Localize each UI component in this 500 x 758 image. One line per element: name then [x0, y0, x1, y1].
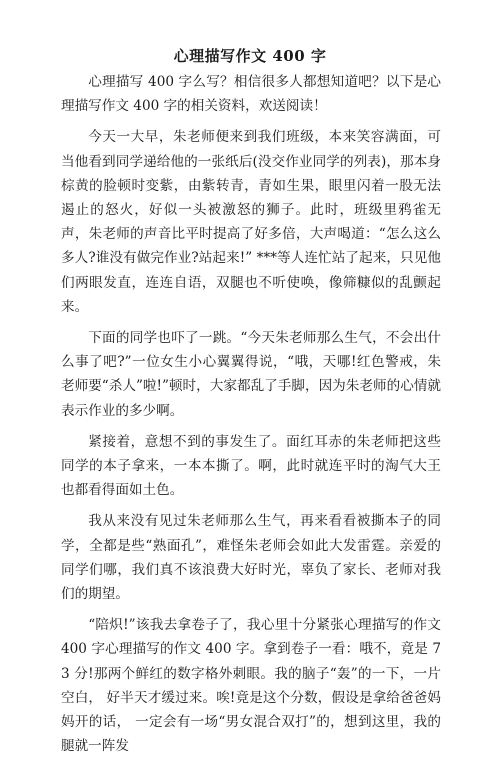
paragraph-spacer [61, 606, 441, 613]
paragraph-intro: 心理描写 400 字么写？相信很多人都想知道吧？以下是心理描写作文 400 字的相关资料，欢送阅读！ [61, 74, 441, 115]
paragraph-spacer [61, 118, 441, 125]
paragraph-2: 下面的同学也吓了一跳。“今天朱老师那么生气，不会出什么事了吧?”一位女生小心翼翼得说，“哦，天哪!红色警戒，朱老师要“杀人”啦!”顿时，大家都乱了手脚，因为朱老师的心情就表示作业的多少啊。 [61, 330, 441, 419]
paragraph-1: 今天一大早，朱老师便来到我们班级，本来笑容满面，可当他看到同学递给他的一张纸后(没交作业同学的列表)，那本身棕黄的脸顿时变紫，由紫转青，青如生果，眼里闪着一股无法遏止的怒火，好似一头被激怒的狮子。此时，班级里鸦雀无声，朱老师的声音比平时提高了好多倍，大声喝道：“怎么这么多人?谁没有做完作业?站起来!” ***等人连忙站了起来，只见他们两眼发直，连连自语，双腿也不听使唤，像筛糠似的乱颤起来。 [61, 129, 441, 315]
paragraph-spacer [61, 502, 441, 509]
paragraph-3: 紧接着，意想不到的事发生了。面红耳赤的朱老师把这些同学的本子拿来，一本本撕了。啊，此时就连平时的淘气大王也都看得面如土色。 [61, 433, 441, 499]
paragraph-spacer [61, 423, 441, 430]
document-title: 心理描写作文 400 字 [173, 47, 327, 65]
paragraph-spacer [61, 319, 441, 326]
paragraph-5: “陪炽!”该我去拿卷子了，我心里十分紧张心理描写的作文 400 字心理描写的作文 400 字。拿到卷子一看：哦不，竟是 73 分!那两个鲜红的数字格外刺眼。我的脑子“轰”的一下，一片空白， 好半天才缓过来。唉!竟是这个分数，假设是拿给爸爸妈妈开的话， 一定会有一场“男女混合双打”的，想到这里，我的腿就一阵发 [61, 617, 441, 755]
document-body [61, 70, 441, 758]
paragraph-4: 我从来没有见过朱老师那么生气，再来看看被撕本子的同学，全都是些“熟面孔”，难怪朱老师会如此大发雷霆。亲爱的同学们哪，我们真不该浪费大好时光，辜负了家长、老师对我们的期望。 [61, 513, 441, 603]
